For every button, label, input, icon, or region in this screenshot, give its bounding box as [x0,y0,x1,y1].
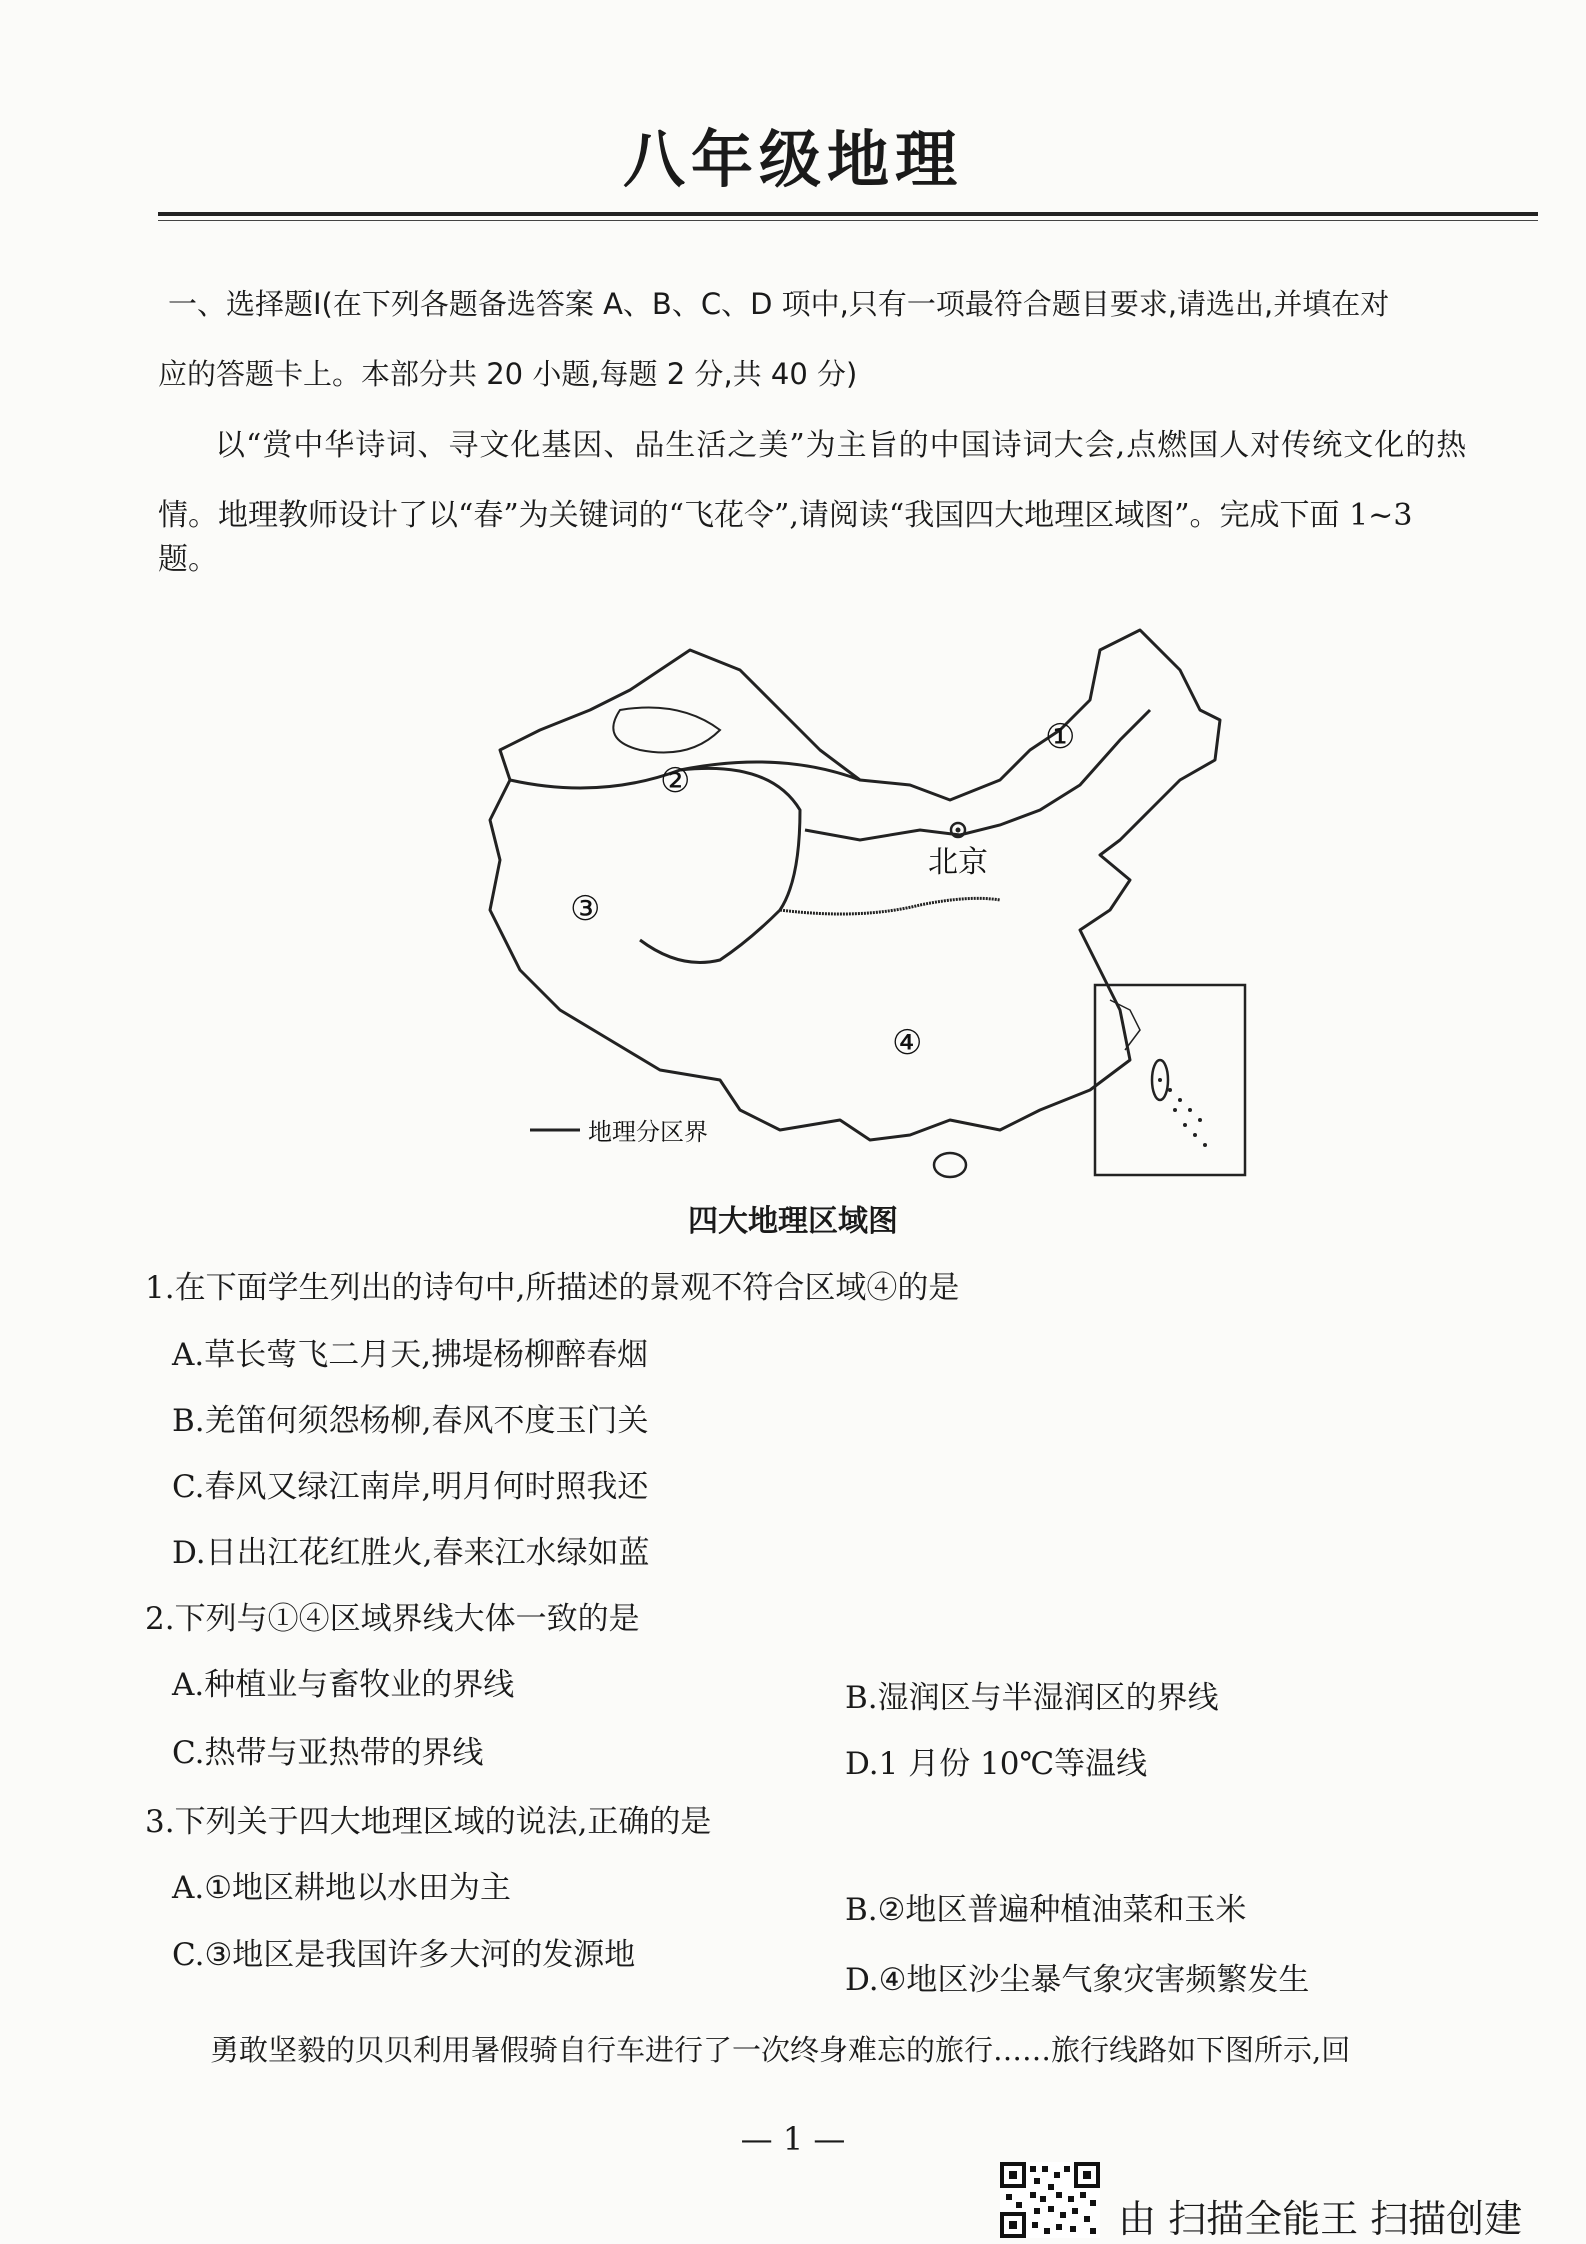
question-1-option-c[interactable]: C.春风又绿江南岸,明月何时照我还 [172,1469,649,1505]
qr-code-icon [1000,2162,1100,2238]
question-3-option-c[interactable]: C.③地区是我国许多大河的发源地 [172,1937,636,1973]
region-label-1: ① [1045,717,1076,757]
title-divider-thin [158,220,1538,221]
question-3-option-d[interactable]: D.④地区沙尘暴气象灾害频繁发生 [845,1962,1310,1998]
section-instruction-line1: 一、选择题Ⅰ(在下列各题备选答案 A、B、C、D 项中,只有一项最符合题目要求,请选出,并填在对 [168,287,1390,321]
page-number: — 1 — [740,2120,846,2158]
question-3-stem: 3.下列关于四大地理区域的说法,正确的是 [145,1804,712,1840]
china-regions-map [480,610,1260,1200]
page-title: 八年级地理 [622,123,963,196]
question-1-stem: 1.在下面学生列出的诗句中,所描述的景观不符合区域④的是 [145,1270,960,1306]
question-1-option-a[interactable]: A.草长莺飞二月天,拂堤杨柳醉春烟 [172,1337,649,1373]
question-2-stem: 2.下列与①④区域界线大体一致的是 [145,1601,640,1637]
intro-line3: 题。 [158,542,218,577]
intro-line2: 情。地理教师设计了以“春”为关键词的“飞花令”,请阅读“我国四大地理区域图”。完成下面 1~3 [158,498,1413,533]
region-label-4: ④ [892,1023,923,1063]
legend-label: 地理分区界 [588,1118,708,1146]
question-2-option-b[interactable]: B.湿润区与半湿润区的界线 [845,1680,1219,1716]
question-2-option-d[interactable]: D.1 月份 10℃等温线 [845,1746,1148,1782]
question-3-option-a[interactable]: A.①地区耕地以水田为主 [172,1870,512,1906]
region-label-2: ② [660,761,691,801]
section-instruction-line2: 应的答题卡上。本部分共 20 小题,每题 2 分,共 40 分) [158,357,858,391]
question-1-option-d[interactable]: D.日出江花红胜火,春来江水绿如蓝 [172,1535,650,1571]
title-divider [158,212,1538,216]
intro-line1: 以“赏中华诗词、寻文化基因、品生活之美”为主旨的中国诗词大会,点燃国人对传统文化的热 [215,428,1468,463]
region-label-3: ③ [570,889,601,929]
question-1-option-b[interactable]: B.羌笛何须怨杨柳,春风不度玉门关 [172,1403,649,1439]
beijing-label: 北京 [928,845,988,880]
question-3-option-b[interactable]: B.②地区普遍种植油菜和玉米 [845,1892,1247,1928]
south-china-sea-inset [1095,985,1245,1175]
map-caption: 四大地理区域图 [688,1204,898,1239]
question-2-option-a[interactable]: A.种植业与畜牧业的界线 [172,1667,515,1703]
scanner-watermark: 由 扫描全能王 扫描创建 [1118,2197,1523,2241]
question-2-option-c[interactable]: C.热带与亚热带的界线 [172,1735,484,1771]
intro-2: 勇敢坚毅的贝贝利用暑假骑自行车进行了一次终身难忘的旅行……旅行线路如下图所示,回 [210,2033,1351,2067]
